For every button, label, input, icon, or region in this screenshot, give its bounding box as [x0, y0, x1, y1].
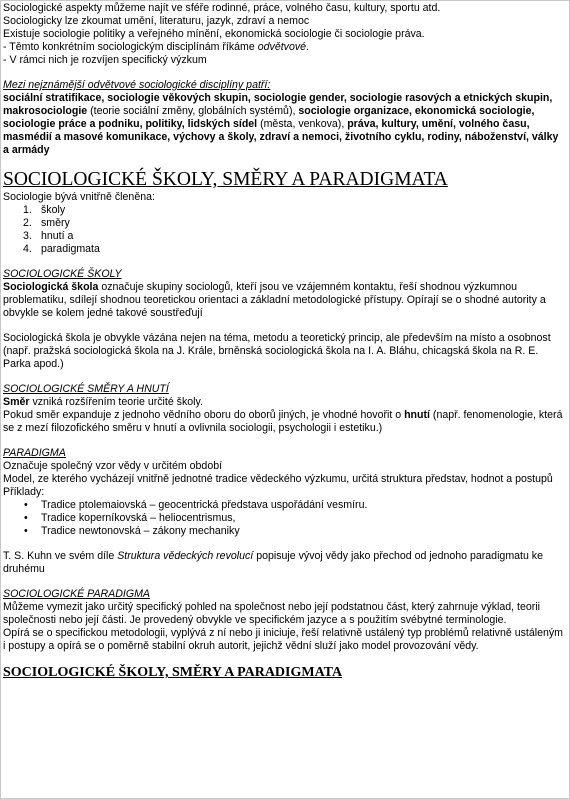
paradigm-examples-list	[3, 499, 566, 538]
directions-paragraph-1: Směr vzniká rozšířením teorie určité školy.	[3, 396, 203, 408]
list-item: 1. školy	[23, 204, 66, 216]
list-item: • Tradice newtonovská – zákony mechaniky	[3, 525, 566, 538]
footer-heading: SOCIOLOGICKÉ ŠKOLY, SMĚRY A PARADIGMATA	[3, 665, 343, 680]
schools-paragraph-2: Sociologická škola je obvykle vázána nejen na téma, metodu a teoretický princip, ale především na místo a osobnost (např. pražská sociologická škola na J. Krále, brněnská sociologická škola na I. A. Bláhu, chicagská škola na R. E. Parka apod.)	[3, 332, 551, 370]
soc-paradigm-paragraph-1: Můžeme vymezit jako určitý specifický pohled na společnost nebo její podstatnou část, který zahrnuje výklad, teorii společnosti nebo její části. Je provedený obvykle ve specifickém jazyce a s použitím svébytné terminologie.	[3, 601, 541, 626]
list-item: 4. paradigmata	[23, 243, 100, 255]
section-lead: Sociologie bývá vnitřně členěna:	[3, 191, 155, 203]
section-title: SOCIOLOGICKÉ ŠKOLY, SMĚRY A PARADIGMATA	[3, 169, 448, 190]
directions-heading: SOCIOLOGICKÉ SMĚRY A HNUTÍ	[3, 383, 169, 395]
intro-line-2: Sociologicky lze zkoumat umění, literaturu, jazyk, zdraví a nemoc	[3, 15, 310, 27]
division-list	[3, 204, 566, 256]
intro-line-5: - V rámci nich je rozvíjen specifický výzkum	[3, 54, 207, 66]
intro-line-4: - Těmto konkrétním sociologickým disciplínám říkáme odvětvové.	[3, 41, 309, 53]
soc-paradigm-heading: SOCIOLOGICKÉ PARADIGMA	[3, 588, 150, 600]
list-item: 3. hnutí a	[23, 230, 74, 242]
list-item: • Tradice koperníkovská – heliocentrismus,	[3, 512, 566, 525]
paradigm-line-3: Příklady:	[3, 486, 45, 498]
list-item: 2. směry	[23, 217, 70, 229]
paradigm-line-1: Označuje společný vzor vědy v určitém období	[3, 460, 223, 472]
disciplines-paragraph: sociální stratifikace, sociologie věkových skupin, sociologie gender, sociologie rasových a etnických skupin, makrosociologie (teorie sociální změny, globálních systémů), sociologie organizace, ekonomická sociologie, sociologie práce a podniku, politiky, lidských sídel (města, venkova), práva, kultury, umění, volného času, masmédií a masové komunikace, výchovy a školy, zdraví a nemoci, životního cyklu, rodiny, náboženství, války a armády	[3, 92, 559, 156]
intro-line-3: Existuje sociologie politiky a veřejného mínění, ekonomická sociologie či sociologie práva.	[3, 28, 425, 40]
directions-paragraph-2: Pokud směr expanduje z jednoho vědního oboru do oborů jiných, je vhodné hovořit o hnutí (např. fenomenologie, která se z mezí filozofického směru v hnutí a ovlivnila sociologii, psychologii i estetiku.)	[3, 409, 563, 434]
intro-line-1: Sociologické aspekty můžeme najít ve sféře rodinné, práce, volného času, kultury, sportu atd.	[3, 2, 441, 14]
soc-paradigm-paragraph-2: Opírá se o specifickou metodologii, vyplývá z ní nebo ji iniciuje, řeší relativně ustálený typ problémů relativně ustáleným i postupy a opírá se o poměrně stabilní okruh autorit, jejichž vědní služí jako model provozování vědy.	[3, 627, 563, 652]
schools-heading: SOCIOLOGICKÉ ŠKOLY	[3, 268, 122, 280]
schools-paragraph-1: Sociologická škola označuje skupiny sociologů, kteří jsou ve vzájemném kontaktu, řeší shodnou výzkumnou problematiku, sdílejí shodnou teoretickou orientaci a základní metodologické přístupy. Opírají se o shodné autority a obvykle se kolem jedné takové soustřeďují	[3, 281, 546, 319]
document-page	[3, 2, 566, 681]
paradigm-heading: PARADIGMA	[3, 447, 66, 459]
disciplines-heading: Mezi nejznámější odvětvové sociologické disciplíny patří:	[3, 79, 271, 91]
list-item: • Tradice ptolemaiovská – geocentrická představa uspořádání vesmíru.	[3, 499, 566, 512]
paradigm-line-2: Model, ze kterého vycházejí vnitřně jednotné tradice vědeckého výzkumu, určitá struktura představ, hodnot a postupů	[3, 473, 553, 485]
paradigm-kuhn-paragraph: T. S. Kuhn ve svém díle Struktura vědeckých revolucí popisuje vývoj vědy jako přechod od jednoho paradigmatu ke druhému	[3, 550, 544, 575]
